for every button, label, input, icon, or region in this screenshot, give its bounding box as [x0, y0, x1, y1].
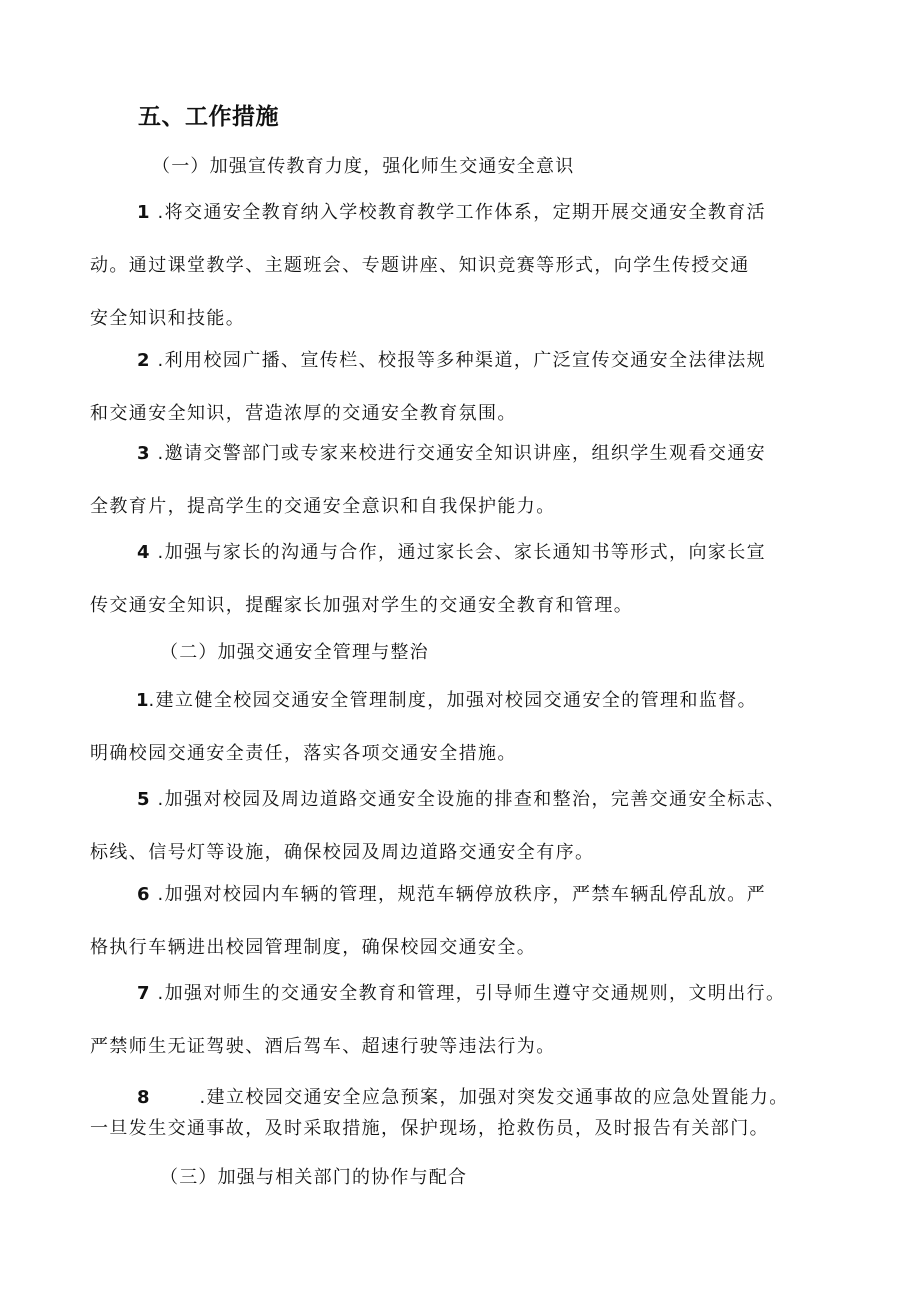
paragraph-text: 明确校园交通安全责任，落实各项交通安全措施。 — [90, 743, 517, 764]
item-number: 7 — [137, 983, 150, 1004]
item-number: 4 — [137, 542, 150, 563]
section-heading: 五、工作措施 — [138, 104, 279, 130]
paragraph-1-1 — [90, 186, 838, 345]
item-number: 1 — [137, 202, 150, 223]
paragraph-text: .利用校园广播、宣传栏、校报等多种渠道，广泛宣传交通安全法律法规 — [157, 350, 767, 371]
paragraph-text: .加强对校园内车辆的管理，规范车辆停放秩序，严禁车辆乱停乱放。严 — [157, 884, 767, 905]
paragraph-2-5 — [90, 1082, 838, 1144]
item-number: 8 — [137, 1087, 150, 1108]
paragraph-2-1 — [90, 674, 838, 780]
paragraph-text: .加强对校园及周边道路交通安全设施的排查和整治，完善交通安全标志、 — [157, 789, 786, 810]
paragraph-text: .将交通安全教育纳入学校教育教学工作体系，定期开展交通安全教育活 — [157, 202, 767, 223]
paragraph-2-2 — [90, 773, 838, 879]
paragraph-text: .加强对师生的交通安全教育和管理，引导师生遵守交通规则，文明出行。 — [157, 983, 786, 1004]
subsection-title-1: （一）加强宣传教育力度，强化师生交通安全意识 — [152, 156, 575, 177]
paragraph-text: 严禁师生无证驾驶、酒后驾车、超速行驶等违法行为。 — [90, 1036, 556, 1057]
paragraph-text: 一旦发生交通事故，及时采取措施，保护现场，抢救伤员，及时报告有关部门。 — [90, 1118, 769, 1139]
item-number: 3 — [137, 443, 150, 464]
item-number: 1 — [136, 690, 149, 711]
item-number: 5 — [137, 789, 150, 810]
paragraph-1-3 — [90, 427, 838, 533]
subsection-title-3: （三）加强与相关部门的协作与配合 — [160, 1167, 468, 1188]
paragraph-2-3 — [90, 868, 838, 974]
paragraph-text: 安全知识和技能。 — [90, 308, 246, 329]
paragraph-text: 格执行车辆进出校园管理制度，确保校园交通安全。 — [90, 937, 537, 958]
paragraph-1-2 — [90, 334, 838, 440]
paragraph-text: 传交通安全知识，提醒家长加强对学生的交通安全教育和管理。 — [90, 595, 634, 616]
paragraph-text: .邀请交警部门或专家来校进行交通安全知识讲座，组织学生观看交通安 — [157, 443, 767, 464]
item-number: 6 — [137, 884, 150, 905]
paragraph-text: .建立健全校园交通安全管理制度，加强对校园交通安全的管理和监督。 — [148, 690, 758, 711]
paragraph-text: .建立校园交通安全应急预案，加强对突发交通事故的应急处置能力。 — [199, 1087, 789, 1108]
paragraph-text: 和交通安全知识，营造浓厚的交通安全教育氛围。 — [90, 403, 517, 424]
paragraph-2-4 — [90, 967, 838, 1073]
subsection-title-2: （二）加强交通安全管理与整治 — [160, 642, 429, 663]
paragraph-text: 动。通过课堂教学、主题班会、专题讲座、知识竞赛等形式，向学生传授交通 — [90, 255, 750, 276]
paragraph-1-4 — [90, 526, 838, 632]
paragraph-text: 标线、信号灯等设施，确保校园及周边道路交通安全有序。 — [90, 842, 595, 863]
paragraph-text: .加强与家长的沟通与合作，通过家长会、家长通知书等形式，向家长宣 — [157, 542, 767, 563]
item-number: 2 — [137, 350, 150, 371]
paragraph-text: 全教育片，提高学生的交通安全意识和自我保护能力。 — [90, 496, 556, 517]
